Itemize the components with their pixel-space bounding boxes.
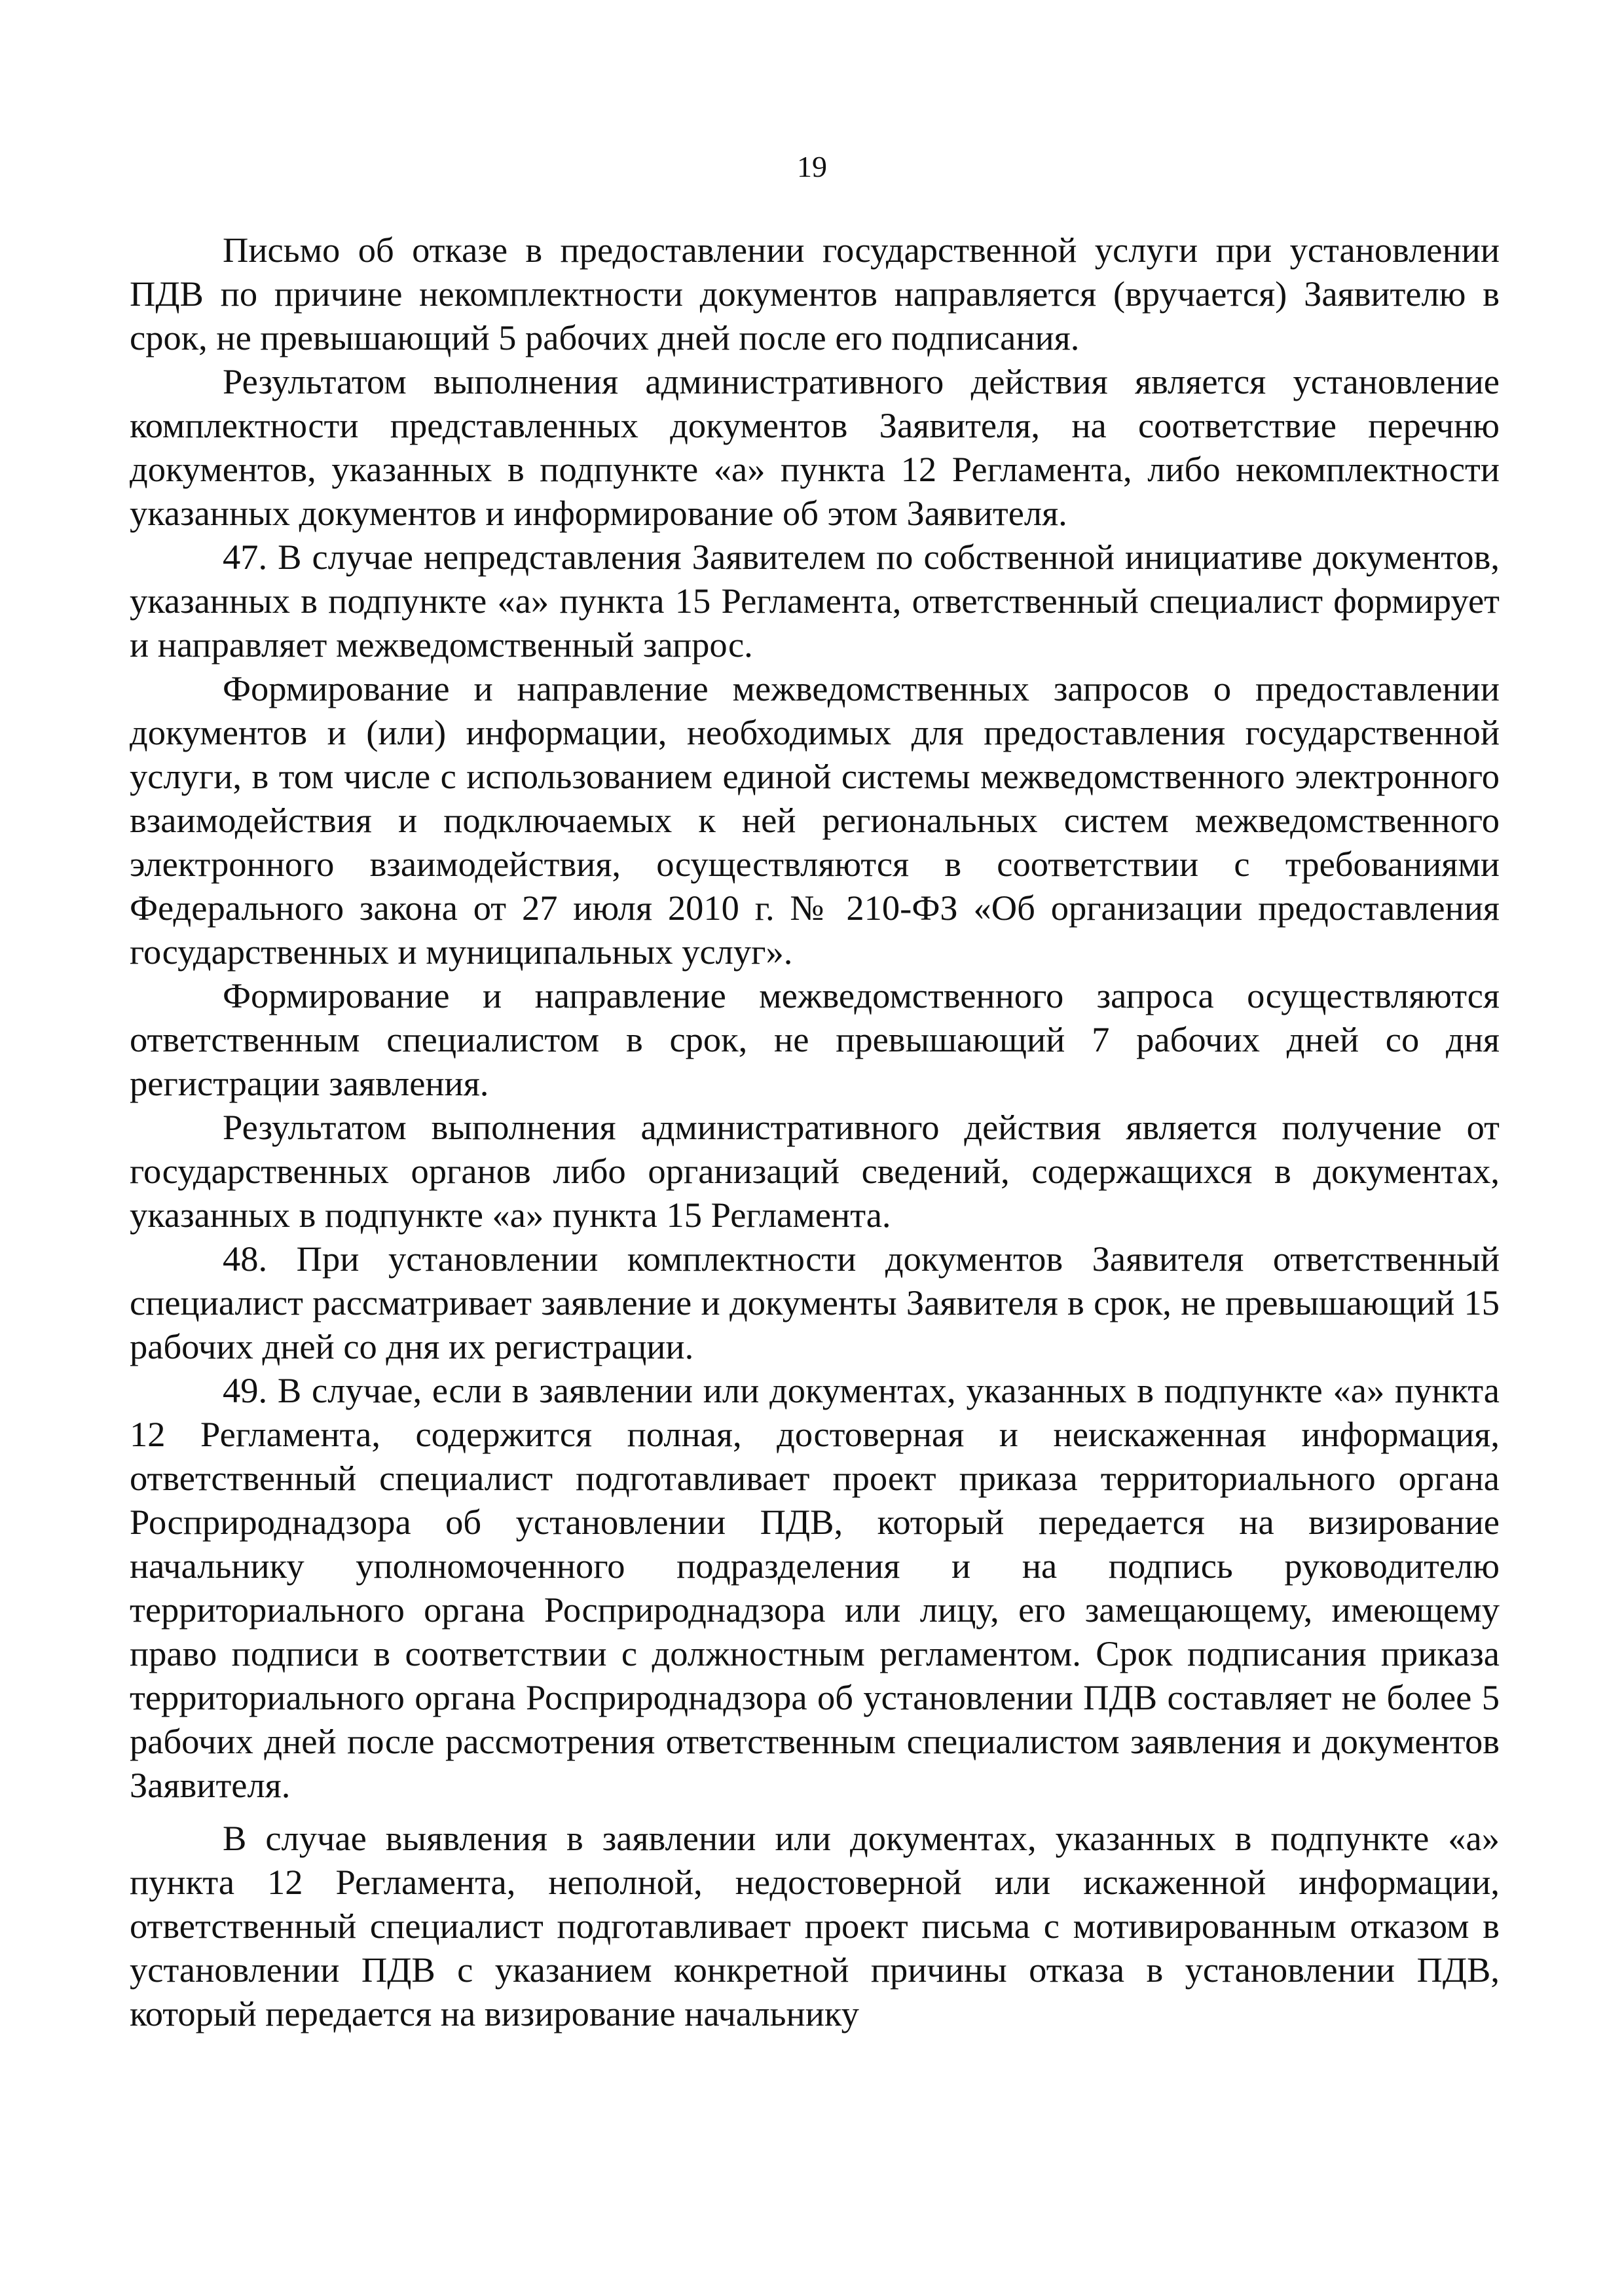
paragraph-request-result: Результатом выполнения административного действия является получение от государственных органов либо организаций сведений, содержащихся в документах, указанных в подпункте «а» пункта 15 Регламента. — [130, 1107, 1500, 1235]
paragraph-request-deadline: Формирование и направление межведомственного запроса осуществляются ответственным специалистом в срок, не превышающий 7 рабочих дней со дня регистрации заявления. — [130, 975, 1500, 1103]
paragraph-completeness-result: Результатом выполнения административного действия является установление комплектности представленных документов Заявителя, на соответствие перечню документов, указанных в подпункте «а» пункта 12 Регламента, либо некомплектности указанных документов и информирование об этом Заявителя. — [130, 361, 1500, 533]
paragraph-refusal-case: В случае выявления в заявлении или документах, указанных в подпункте «а» пункта 12 Регламента, неполной, недостоверной или искаженной информации, ответственный специалист подготавливает проект письма с мотивированным отказом в установлении ПДВ с указанием конкретной причины отказа в установлении ПДВ, который передается на визирование начальнику — [130, 1818, 1500, 2033]
paragraph-item-47: 47. В случае непредставления Заявителем по собственной инициативе документов, указанных в подпункте «а» пункта 15 Регламента, ответственный специалист формирует и направляет межведомственный запрос. — [130, 537, 1500, 665]
document-body — [130, 228, 1500, 2035]
paragraph-item-49: 49. В случае, если в заявлении или документах, указанных в подпункте «а» пункта 12 Регламента, содержится полная, достоверная и неискаженная информация, ответственный специалист подготавливает проект приказа территориального органа Росприроднадзора об установлении ПДВ, который передается на визирование начальнику уполномоченного подразделения и на подпись руководителю территориального органа Росприроднадзора или лицу, его замещающему, имеющему право подписи в соответствии с должностным регламентом. Срок подписания приказа территориального органа Росприроднадзора об установлении ПДВ составляет не более 5 рабочих дней после рассмотрения ответственным специалистом заявления и документов Заявителя. — [130, 1370, 1500, 1805]
paragraph-item-48: 48. При установлении комплектности документов Заявителя ответственный специалист рассматривает заявление и документы Заявителя в срок, не превышающий 15 рабочих дней со дня их регистрации. — [130, 1239, 1500, 1366]
page-number: 19 — [797, 150, 827, 183]
paragraph-interagency-requests: Формирование и направление межведомственных запросов о предоставлении документов и (или) информации, необходимых для предоставления государственной услуги, в том числе с использованием единой системы межведомственного электронного взаимодействия и подключаемых к ней региональных систем межведомственного электронного взаимодействия, осуществляются в соответствии с требованиями Федерального закона от 27 июля 2010 г. № 210-ФЗ «Об организации предоставления государственных и муниципальных услуг». — [130, 668, 1500, 972]
paragraph-refusal-letter: Письмо об отказе в предоставлении государственной услуги при установлении ПДВ по причине некомплектности документов направляется (вручается) Заявителю в срок, не превышающий 5 рабочих дней после его подписания. — [130, 230, 1500, 357]
